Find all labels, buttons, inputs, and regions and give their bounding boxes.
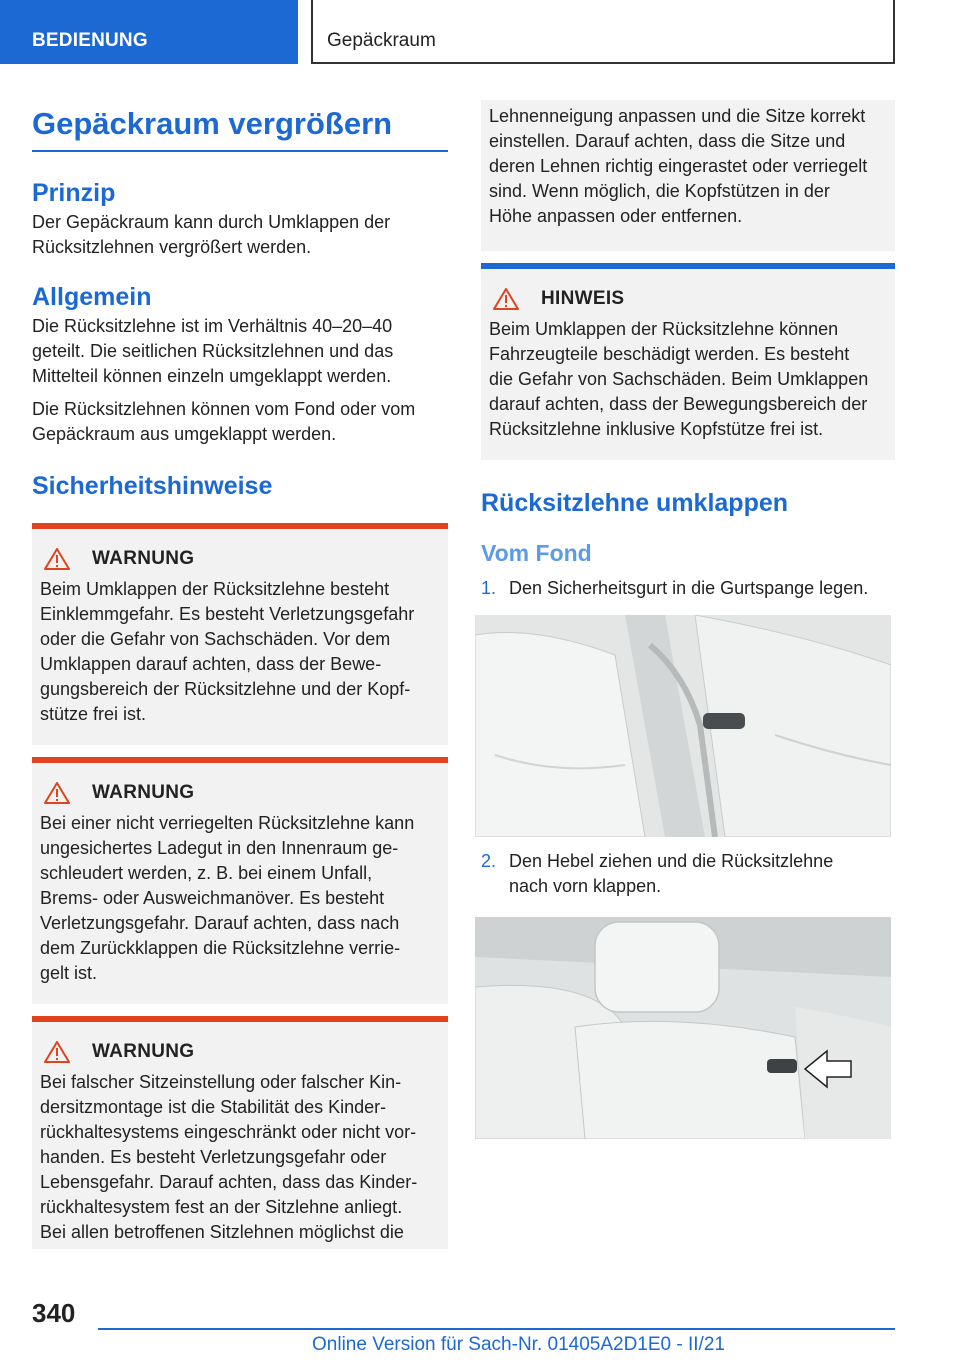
chapter-label: Gepäckraum bbox=[327, 30, 436, 51]
notice-text: Beim Umklappen der Rücksitzlehne können Fahrzeugteile beschädigt werden. Es besteht die Gefahr von Sachschäden. Beim Umklappen darauf achten, dass der Bewegungsbereich der Rücksitzlehne inklusive Kopfstütze frei ist. bbox=[489, 319, 869, 439]
seat-illustration-1 bbox=[475, 615, 891, 837]
right-column bbox=[481, 100, 895, 1139]
warning-triangle-icon bbox=[493, 288, 519, 310]
section-label: BEDIENUNG bbox=[32, 30, 148, 51]
warning-box-1 bbox=[32, 523, 448, 745]
heading-allgemein: Allgemein bbox=[32, 283, 152, 311]
illustration-seatbelt-clip bbox=[475, 615, 891, 837]
step-text: Den Sicherheitsgurt in die Gurtspange legen. bbox=[509, 578, 869, 598]
seat-illustration-2 bbox=[475, 917, 891, 1139]
illustration-lever bbox=[475, 917, 891, 1139]
step-number: 1. bbox=[481, 578, 497, 598]
warning-label: WARNUNG bbox=[92, 548, 195, 569]
section-tab bbox=[0, 0, 298, 64]
heading-vom-fond: Vom Fond bbox=[481, 540, 592, 566]
footer-text: Online Version für Sach-Nr. 01405A2D1E0 - II/21 bbox=[312, 1334, 725, 1355]
continued-text: Lehnenneigung anpassen und die Sitze korrekt einstellen. Darauf achten, dass die Sitze und deren Lehnen richtig eingerastet oder verriegelt sind. Wenn möglich, die Kopfstützen in der Höhe anpassen oder entfernen. bbox=[489, 106, 868, 226]
warning-box-3 bbox=[32, 1016, 448, 1249]
chapter-tab bbox=[311, 0, 895, 64]
warning-triangle-icon bbox=[44, 548, 70, 570]
heading-ruecksitzlehne-umklappen: Rücksitzlehne umklappen bbox=[481, 489, 789, 517]
page-title: Gepäckraum vergrößern bbox=[32, 106, 393, 141]
allgemein-text-1: Die Rücksitzlehne ist im Verhältnis 40–20–40 geteilt. Die seitlichen Rücksitzlehnen und das Mittelteil können einzeln umgeklappt werden. bbox=[32, 316, 394, 386]
left-column bbox=[32, 100, 448, 1249]
warning-box-2 bbox=[32, 757, 448, 1004]
heading-sicherheitshinweise: Sicherheitshinweise bbox=[32, 472, 273, 500]
footer-rule bbox=[98, 1328, 895, 1330]
heading-prinzip: Prinzip bbox=[32, 179, 116, 207]
warning-box-3-continued bbox=[481, 100, 895, 251]
page-number: 340 bbox=[32, 1298, 76, 1328]
step-text: Den Hebel ziehen und die Rücksitzlehne nach vorn klappen. bbox=[509, 851, 834, 896]
title-underline bbox=[32, 150, 448, 152]
allgemein-text-2: Die Rücksitzlehnen können vom Fond oder vom Gepäckraum aus umgeklappt werden. bbox=[32, 399, 416, 444]
warning-label: WARNUNG bbox=[92, 1041, 195, 1062]
warning-triangle-icon bbox=[44, 782, 70, 804]
notice-box bbox=[481, 263, 895, 460]
warning-text: Beim Umklappen der Rücksitzlehne besteht Einklemmgefahr. Es besteht Verletzungsgefahr oder die Gefahr von Sachschäden. Vor dem Umklappen darauf achten, dass der Bewe- gungsbereich der Rücksitzlehne und der Kopf- stütze frei ist. bbox=[40, 579, 415, 724]
notice-label: HINWEIS bbox=[541, 288, 625, 309]
warning-text: Bei einer nicht verriegelten Rücksitzlehne kann ungesichertes Ladegut in den Innenraum ge- schleudert werden, z. B. bei einem Unfall, Brems- oder Ausweichmanöver. Es besteht Verletzungsgefahr. Darauf achten, dass nach dem Zurückklappen die Rücksitzlehne verrie- gelt ist. bbox=[40, 813, 415, 983]
warning-label: WARNUNG bbox=[92, 782, 195, 803]
step-number: 2. bbox=[481, 851, 497, 871]
prinzip-text: Der Gepäckraum kann durch Umklappen der Rücksitzlehnen vergrößert werden. bbox=[32, 212, 391, 257]
step-2 bbox=[481, 849, 895, 899]
step-1 bbox=[481, 576, 895, 601]
warning-text: Bei falscher Sitzeinstellung oder falscher Kin- dersitzmontage ist die Stabilität des Kinder- rückhaltesystems eingeschränkt oder nicht vor- handen. Es besteht Verletzungsgefahr oder Lebensgefahr. Darauf achten, dass das Kinder- rückhaltesystem fest an der Sitzlehne anliegt. Bei allen betroffenen Sitzlehnen möglichst die bbox=[40, 1072, 418, 1242]
warning-triangle-icon bbox=[44, 1041, 70, 1063]
